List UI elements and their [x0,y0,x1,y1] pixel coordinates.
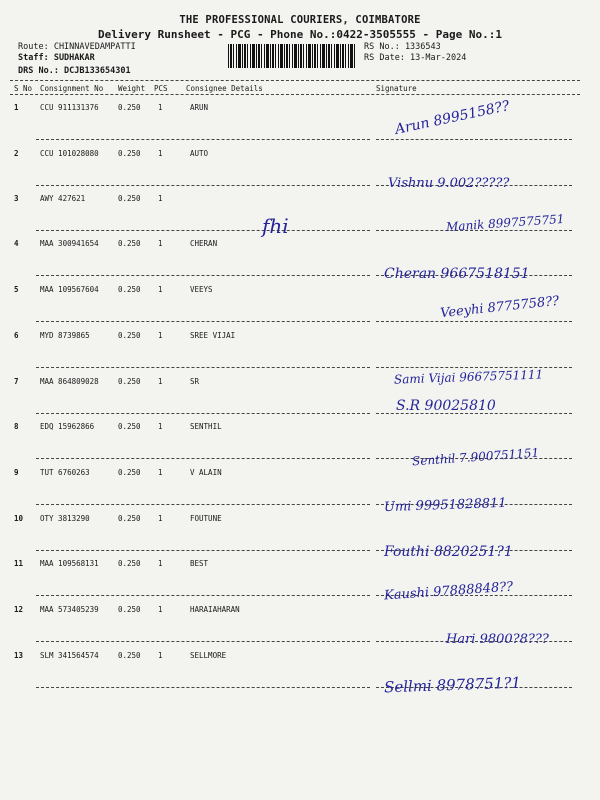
row-consignment-no: CCU 911131376 [40,103,99,112]
company-title: THE PROFESSIONAL COURIERS, COIMBATORE [179,14,421,26]
handwritten-signature: Manik 8997575751 [445,211,565,235]
row-divider [36,230,370,231]
row-consignee: SR [190,377,200,386]
row-consignment-no: SLM 341564574 [40,651,99,660]
row-sno: 2 [14,149,19,158]
handwritten-signature: Vishnu 9.002????? [388,176,510,191]
row-sno: 3 [14,194,19,203]
row-consignment-no: MAA 109567604 [40,285,99,294]
col-signature: Signature [376,84,417,93]
handwritten-signature: Arun 8995158?? [393,98,512,138]
row-pcs: 1 [158,651,163,660]
row-pcs: 1 [158,331,163,340]
row-weight: 0.250 [118,605,141,614]
handwritten-signature: Kaushi 97888848?? [383,579,514,604]
barcode [228,44,356,68]
row-consignment-no: CCU 101028080 [40,149,99,158]
row-pcs: 1 [158,149,163,158]
row-consignee: BEST [190,559,209,568]
row-consignee: SELLMORE [190,651,227,660]
row-consignment-no: AWY 427621 [40,194,86,203]
row-weight: 0.250 [118,194,141,203]
row-sno: 10 [14,514,24,523]
runsheet-subtitle: Delivery Runsheet - PCG - Phone No.:0422-3505555 - Page No.:1 [98,28,502,41]
handwritten-signature: Cheran 9667518151 [384,266,530,282]
col-pcs: PCS [154,84,168,93]
row-consignee: FOUTUNE [190,514,222,523]
row-weight: 0.250 [118,331,141,340]
handwritten-signature: S.R 90025810 [396,398,496,414]
row-divider [36,139,370,140]
row-weight: 0.250 [118,239,141,248]
row-divider [36,687,370,688]
handwritten-signature: Sellmi 8978751?1 [383,673,522,697]
row-pcs: 1 [158,422,163,431]
row-divider [36,550,370,551]
row-pcs: 1 [158,559,163,568]
row-consignment-no: TUT 6760263 [40,468,90,477]
row-consignee: SENTHIL [190,422,222,431]
row-sno: 8 [14,422,19,431]
row-sno: 4 [14,239,19,248]
handwritten-signature: Sami Vijai 96675751111 [393,367,544,387]
row-divider [36,275,370,276]
row-weight: 0.250 [118,377,141,386]
row-consignee: CHERAN [190,239,218,248]
row-sno: 5 [14,285,19,294]
row-sno: 12 [14,605,24,614]
staff-label: Staff: SUDHAKAR [18,53,95,63]
col-weight: Weight [118,84,146,93]
row-sno: 11 [14,559,24,568]
row-consignment-no: MAA 573405239 [40,605,99,614]
signature-divider [376,139,572,140]
row-divider [36,185,370,186]
col-consignee: Consignee Details [186,84,263,93]
header-top-divider [10,80,580,81]
rs-date: RS Date: 13-Mar-2024 [364,53,467,63]
row-pcs: 1 [158,377,163,386]
row-pcs: 1 [158,514,163,523]
row-weight: 0.250 [118,559,141,568]
handwritten-signature: Umi 99951828811 [383,495,507,516]
handwritten-signature: Senthil 7.900751151 [411,445,540,469]
row-sno: 6 [14,331,19,340]
row-weight: 0.250 [118,285,141,294]
row-sno: 1 [14,103,19,112]
row-weight: 0.250 [118,514,141,523]
row-weight: 0.250 [118,149,141,158]
row-consignment-no: OTY 3813290 [40,514,90,523]
row-divider [36,413,370,414]
handwritten-signature: fhi [262,214,289,238]
handwritten-signature: Hari 9800?8??? [446,632,549,647]
row-divider [36,367,370,368]
row-consignment-no: MYD 8739865 [40,331,90,340]
row-sno: 13 [14,651,24,660]
header-bottom-divider [10,94,580,95]
row-consignee: SREE VIJAI [190,331,236,340]
row-consignment-no: MAA 109568131 [40,559,99,568]
row-pcs: 1 [158,605,163,614]
handwritten-signature: Veeyhi 8775758?? [439,293,560,322]
row-pcs: 1 [158,103,163,112]
col-sno: S No [14,84,33,93]
handwritten-signature: Fouthi 8820251?1 [384,544,513,560]
row-pcs: 1 [158,285,163,294]
rs-number: RS No.: 1336543 [364,42,441,52]
row-sno: 7 [14,377,19,386]
row-divider [36,321,370,322]
col-consignment: Consignment No [40,84,104,93]
row-divider [36,595,370,596]
row-divider [36,641,370,642]
row-consignment-no: MAA 300941654 [40,239,99,248]
row-pcs: 1 [158,468,163,477]
drs-number: DRS No.: DCJB133654301 [18,66,131,76]
row-consignee: ARUN [190,103,209,112]
row-weight: 0.250 [118,468,141,477]
row-consignee: HARAIAHARAN [190,605,240,614]
row-weight: 0.250 [118,422,141,431]
row-weight: 0.250 [118,103,141,112]
row-divider [36,458,370,459]
signature-divider [376,321,572,322]
row-consignment-no: MAA 864809028 [40,377,99,386]
row-consignee: V ALAIN [190,468,222,477]
row-consignment-no: EDQ 15962866 [40,422,95,431]
row-weight: 0.250 [118,651,141,660]
row-sno: 9 [14,468,19,477]
row-pcs: 1 [158,194,163,203]
row-consignee: VEEYS [190,285,213,294]
row-consignee: AUTO [190,149,209,158]
row-divider [36,504,370,505]
route-label: Route: CHINNAVEDAMPATTI [18,42,136,52]
row-pcs: 1 [158,239,163,248]
